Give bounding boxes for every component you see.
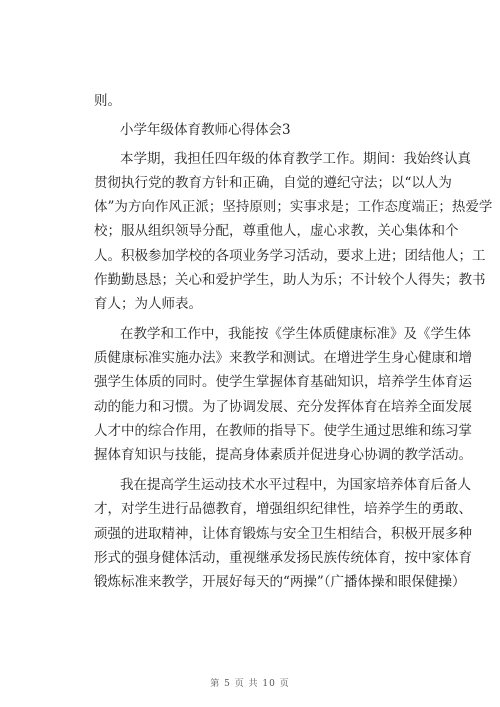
paragraph-1-line-1: 本学期，我担任四年级的体育教学工作。期间：我始终认真 bbox=[120, 151, 471, 167]
paragraph-2-line-5: 人才中的综合作用，在教师的指导下。使学生通过思维和练习掌 bbox=[94, 423, 472, 439]
paragraph-2-line-6: 握体育知识与技能，提高身体素质并促进身心协调的教学活动。 bbox=[94, 447, 472, 463]
paragraph-3-line-4: 形式的强身健体活动，重视继承发扬民族传统体育，按中家体育 bbox=[94, 550, 472, 566]
paragraph-2-line-4: 动的能力和习惯。为了协调发展、充分发挥体育在培养全面发展 bbox=[94, 399, 472, 415]
paragraph-2-line-1: 在教学和工作中，我能按《学生体质健康标准》及《学生体 bbox=[120, 326, 471, 342]
paragraph-1-line-3: 体”为方向作风正派；坚持原则；实事求是；工作态度端正；热爱学 bbox=[94, 199, 493, 215]
paragraph-2-line-3: 强学生体质的同时。使学生掌握体育基础知识，培养学生体育运 bbox=[94, 374, 472, 390]
paragraph-1-line-7: 育人；为人师表。 bbox=[94, 296, 202, 312]
paragraph-1-line-2: 贯彻执行党的教育方针和正确，自觉的遵纪守法；以“以人为 bbox=[94, 175, 452, 191]
page-number-footer: 第 5 页 共 10 页 bbox=[210, 679, 290, 689]
paragraph-1-line-6: 作勤勤恳恳；关心和爱护学生，助人为乐；不计较个人得失；教书 bbox=[94, 272, 486, 288]
paragraph-1-line-4: 校；服从组织领导分配，尊重他人，虚心求教，关心集体和个 bbox=[94, 223, 459, 239]
section-heading: 小学年级体育教师心得体会3 bbox=[120, 122, 291, 138]
paragraph-1-line-5: 人。积极参加学校的各项业务学习活动，要求上进；团结他人；工 bbox=[94, 248, 486, 264]
paragraph-3-line-3: 顽强的进取精神，让体育锻炼与安全卫生相结合，积极开展多种 bbox=[94, 526, 472, 542]
paragraph-3-line-1: 我在提高学生运动技术水平过程中，为国家培养体育后备人 bbox=[120, 477, 471, 493]
paragraph-3-line-2: 才，对学生进行品德教育，增强组织纪律性，培养学生的勇敢、 bbox=[94, 501, 472, 517]
text-line-continuation: 则。 bbox=[94, 93, 121, 109]
paragraph-2-line-2: 质健康标准实施办法》来教学和测试。在增进学生身心健康和增 bbox=[94, 350, 472, 366]
paragraph-3-line-5: 锻炼标准来教学，开展好每天的“两操”（广播体操和眼保健操） bbox=[94, 574, 466, 590]
